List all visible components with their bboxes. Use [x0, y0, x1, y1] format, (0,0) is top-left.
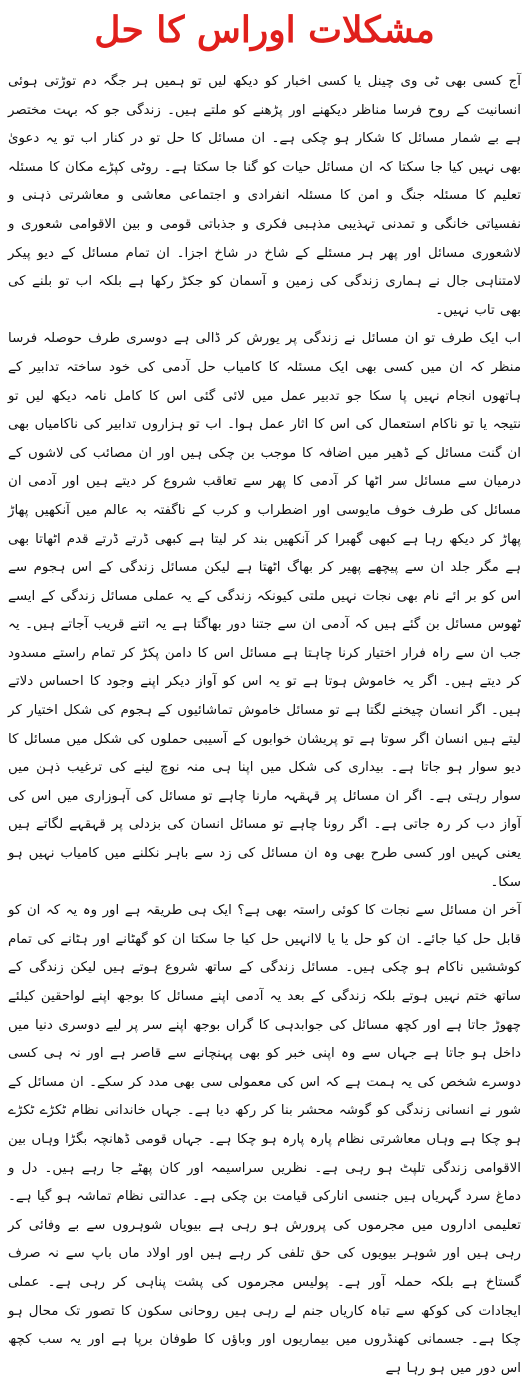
article-title: مشکلات اوراس کا حل — [94, 9, 435, 51]
article-body — [8, 68, 521, 1383]
article-paragraph: آخر ان مسائل سے نجات کا کوئی راستہ بھی ہے؟ ایک ہی طریقہ ہے اور وہ یہ کہ ان کو قابل حل کیا جائے۔ ان کو حل یا یا لاانہیں حل کیا جا سکتا ان کو گھٹانے اور ہٹانے کی تمام کوششیں ناکام ہو چکی ہیں۔ مسائل زندگی کے ساتھ شروع ہوتے ہیں لیکن زندگی کے ساتھ ختم نہیں ہوتے بلکہ زندگی کے بعد یہ آدمی اپنے مسائل کا بوجھ اپنے لواحقین کیلئے چھوڑ جاتا ہے اور کچھ مسائل کی جوابدہی کا گراں بوجھ اپنے سر پر لیے دوسری دنیا میں داخل ہو جاتا ہے جہاں سے وہ اپنی خبر کو بھی پہنچانے سے قاصر ہے اور نہ ہی کسی دوسرے شخص کی یہ ہمت ہے کہ اس کی معمولی سی بھی مدد کر سکے۔ ان مسائل کے شور نے انسانی زندگی کو گوشہ محشر بنا کر رکھ دیا ہے۔ جہاں خاندانی نظام ٹکڑے ٹکڑے ہو چکا ہے وہاں معاشرتی نظام پارہ پارہ ہو چکا ہے۔ جہاں قومی ڈھانچہ بگڑا وہاں بین الاقوامی زندگی تلپٹ ہو رہی ہے۔ نظریں سراسیمہ اور کان پھٹے جا رہے ہیں۔ دل و دماغ سرد گہریاں ہیں جنسی انارکی قیامت بن چکی ہے۔ عدالتی نظام تماشہ ہو گیا ہے۔ تعلیمی اداروں میں مجرموں کی پرورش ہو رہی ہے بیویاں شوہروں سے بے وفائی کر رہی ہیں اور شوہر بیویوں کی حق تلفی کر رہے ہیں اور اولاد ماں باپ سے نہ صرف گستاخ ہے بلکہ حملہ آور ہے۔ پولیس مجرموں کی پشت پناہی کر رہی ہے۔ عملی ایجادات کی کوکھ سے تباہ کاریاں جنم لے رہی ہیں روحانی سکون کا تصور تک محال ہو چکا ہے۔ جسمانی کھنڈروں میں بیماریوں اور وباؤں کا طوفان برپا ہے اور یہ سب کچھ اس دور میں ہو رہا ہے — [8, 903, 521, 1376]
article-paragraph: اب ایک طرف تو ان مسائل نے زندگی پر یورش کر ڈالی ہے دوسری طرف حوصلہ فرسا منظر کہ ان میں کسی بھی ایک مسئلہ کا کامیاب حل آدمی کی خود ساختہ تدابیر کے ہاتھوں انجام نہیں پا سکا جو تدبیر عمل میں لائی گئی اس کا کامل نامہ دیکھ لیں تو نتیجہ یا تو ناکام استعمال کی اس کا اثار عمل ہوا۔ اب تو ہزاروں تدابیر کی ناکامیاں بھی ان گنت مسائل کے ڈھیر میں اضافہ کا موجب بن چکی ہیں اور ان مصائب کی لاشوں کے درمیان سے مسائل سر اٹھا کر آدمی کا پھر سے تعاقب شروع کر دیتے ہیں اور آدمی ان مسائل کی طرف خوف مایوسی اور اضطراب و کرب کے ناگفتہ بہ عالم میں آنکھیں پھاڑ پھاڑ کر دیکھ رہا ہے کبھی گھبرا کر آنکھیں بند کر لیتا ہے کبھی ڈرتے ڈرتے قدم اٹھاتا بھی ہے مگر جلد ان سے پیچھے پھیر کر بھاگ اٹھتا ہے لیکن مسائل زندگی کے اس ہجوم سے اس کو بر ائے نام بھی نجات نہیں ملتی کیونکہ زندگی کے یہ عملی مسائل زندگی کے ایسے ٹھوس مسائل بن گئے ہیں کہ آدمی ان سے جتنا دور بھاگتا ہے یہ اتنے قریب آجاتے ہیں۔ یہ جب ان سے راہ فرار اختیار کرنا چاہتا ہے مسائل اس کا دامن پکڑ کر تمام راستے مسدود کر دیتے ہیں۔ اگر یہ خاموش ہوتا ہے تو یہ اس کو آواز دیکر اپنے وجود کا احساس دلاتے ہیں۔ اگر انسان چیخنے لگتا ہے تو مسائل خاموش تماشائیوں کے ہجوم کی شکل اختیار کر لیتے ہیں انسان اگر سوتا ہے تو پریشان خوابوں کے آسیبی حملوں کی شکل میں مسائل کا دیو سوار ہو جاتا ہے۔ بیداری کی شکل میں اپنا ہی منہ نوچ لینے کی ترغیب ذہن میں سوار رہتی ہے۔ اگر ان مسائل پر قہقہہ مارنا چاہے تو مسائل کی آہوزاری میں اس کی آواز دب کر رہ جاتی ہے۔ اگر رونا چاہے تو مسائل انسان کی بزدلی پر قہقہے لگاتے ہیں یعنی کہیں اور کسی طرح بھی وہ ان مسائل کی زد سے باہر نکلنے میں کامیاب نہیں ہو سکا۔ — [8, 331, 521, 890]
article-paragraph: آج کسی بھی ٹی وی چینل یا کسی اخبار کو دیکھ لیں تو ہمیں ہر جگہ دم توڑتی ہوئی انسانیت کے روح فرسا مناظر دیکھنے اور پڑھنے کو ملتے ہیں۔ زندگی جو کہ بہت مختصر ہے بے شمار مسائل کا شکار ہو چکی ہے۔ ان مسائل کا حل تو در کنار اب تو یہ دعویٰ بھی نہیں کیا جا سکتا کہ ان مسائل حیات کو گنا جا سکتا ہے۔ روٹی کپڑے مکان کا مسئلہ تعلیم کا مسئلہ جنگ و امن کا مسئلہ انفرادی و اجتماعی معاشی و معاشرتی ذہنی و نفسیاتی خانگی و تمدنی تہذیبی مذہبی فکری و جذباتی قومی و بین الاقوامی شعوری و لاشعوری مسائل اور پھر ہر مسئلے کے شاخ در شاخ اجزا۔ ان تمام مسائل کے دیو پیکر لامتناہی جال نے ہماری زندگی کی زمین و آسمان کو جکڑ رکھا ہے بلکہ اب تو بلنے کی بھی تاب نہیں۔ — [8, 74, 521, 318]
